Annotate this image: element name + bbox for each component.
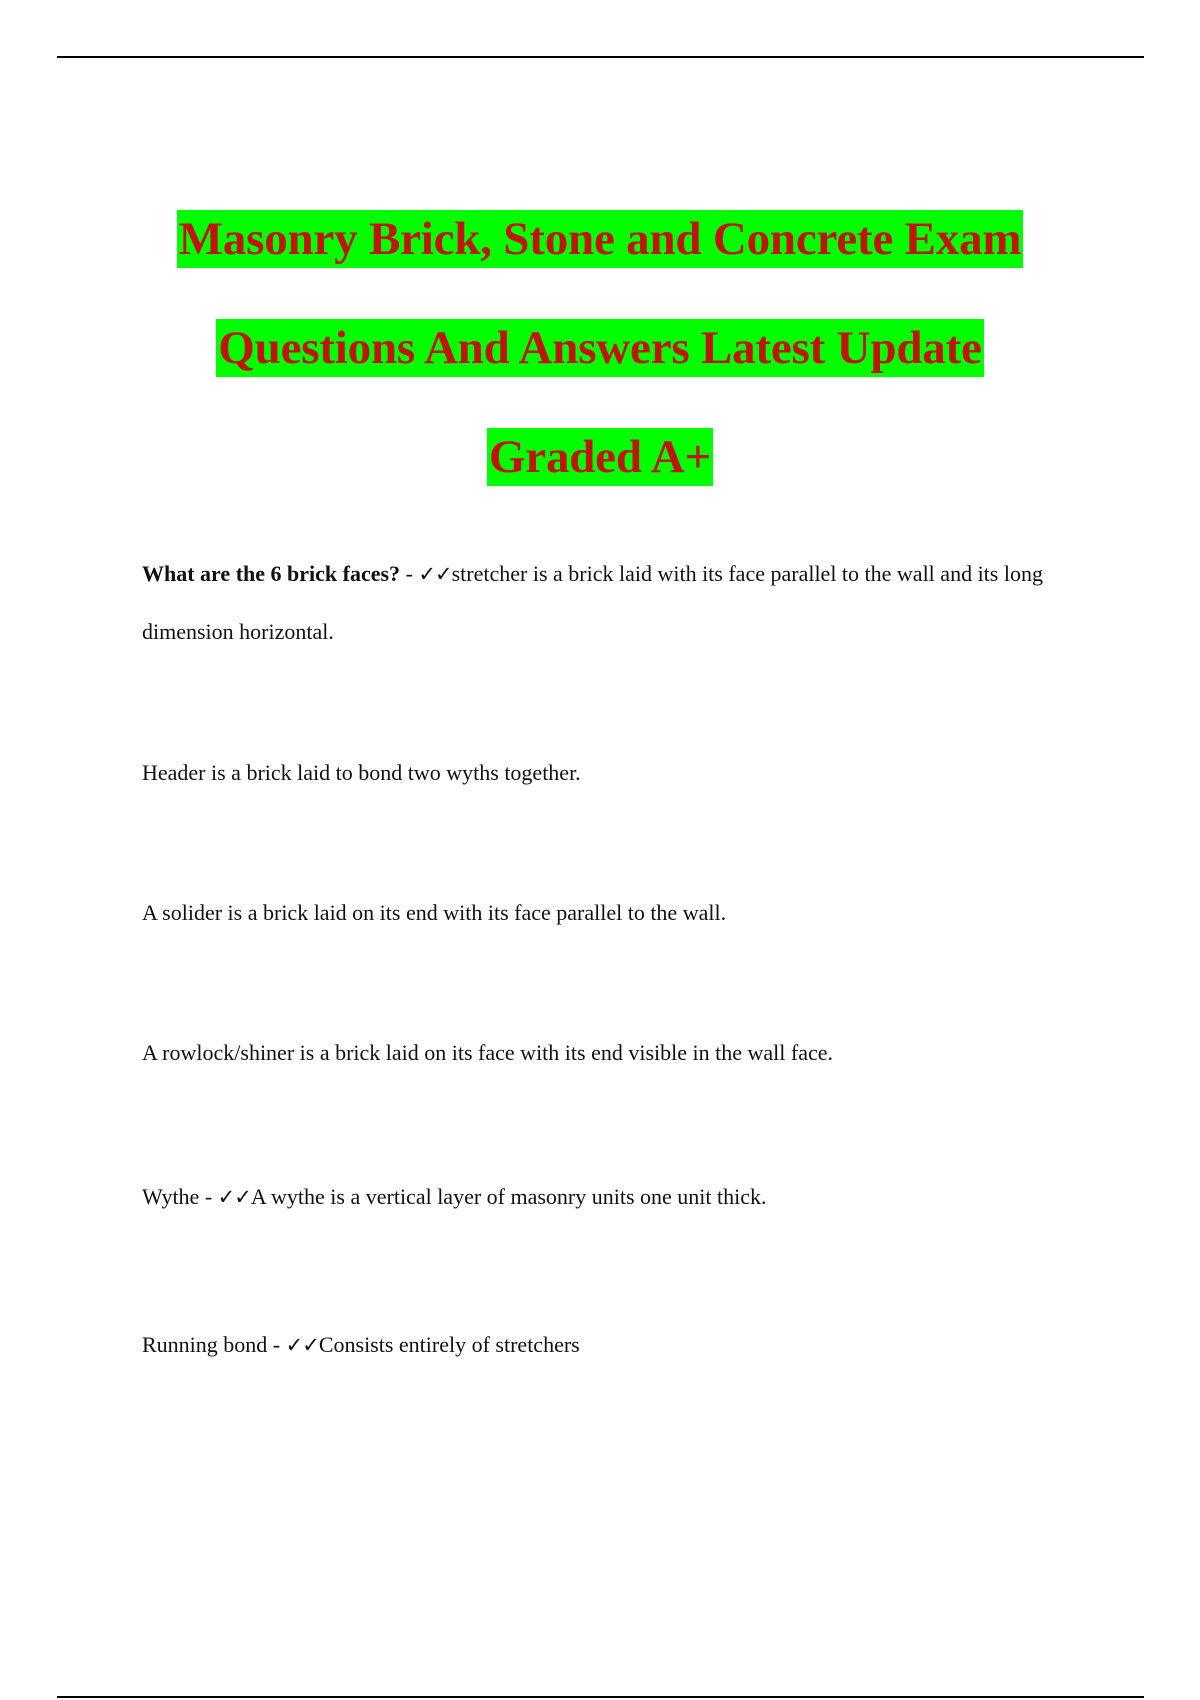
top-rule xyxy=(57,56,1144,58)
term-text: Wythe xyxy=(142,1184,200,1209)
question-text: What are the 6 brick faces? xyxy=(142,561,401,586)
answer-text: A rowlock/shiner is a brick laid on its face with its end visible in the wall face. xyxy=(142,1040,833,1065)
answer-text: Consists entirely of stretchers xyxy=(318,1332,580,1357)
double-check-icon: ✓✓ xyxy=(285,1333,319,1357)
title-line-2-text: Questions And Answers Latest Update xyxy=(216,319,983,377)
title-line-1-text: Masonry Brick, Stone and Concrete Exam xyxy=(177,210,1024,268)
title-line-1 xyxy=(0,210,1200,319)
qa-entry-running-bond xyxy=(142,1316,1082,1374)
separator: - xyxy=(199,1184,218,1209)
document-title xyxy=(0,210,1200,537)
qa-entry-wythe xyxy=(142,1168,1082,1226)
answer-text: A solider is a brick laid on its end with its face parallel to the wall. xyxy=(142,900,727,925)
title-line-3-text: Graded A+ xyxy=(487,428,713,486)
term-text: Running bond xyxy=(142,1332,268,1357)
answer-line-rowlock xyxy=(142,1024,1082,1082)
title-line-2 xyxy=(0,319,1200,428)
answer-text: Header is a brick laid to bond two wyths together. xyxy=(142,760,581,785)
answer-line-soldier xyxy=(142,884,1082,942)
separator: - xyxy=(400,561,419,586)
answer-text: A wythe is a vertical layer of masonry units one unit thick. xyxy=(250,1184,767,1209)
double-check-icon: ✓✓ xyxy=(217,1185,251,1209)
bottom-rule xyxy=(57,1696,1144,1698)
title-line-3 xyxy=(0,428,1200,537)
double-check-icon: ✓✓ xyxy=(418,562,452,586)
qa-entry-brick-faces xyxy=(142,545,1082,661)
answer-line-header xyxy=(142,744,1082,802)
separator: - xyxy=(267,1332,286,1357)
answer-text: stretcher is a brick laid with its face parallel to the wall and its long dimension horizontal. xyxy=(142,561,1043,644)
